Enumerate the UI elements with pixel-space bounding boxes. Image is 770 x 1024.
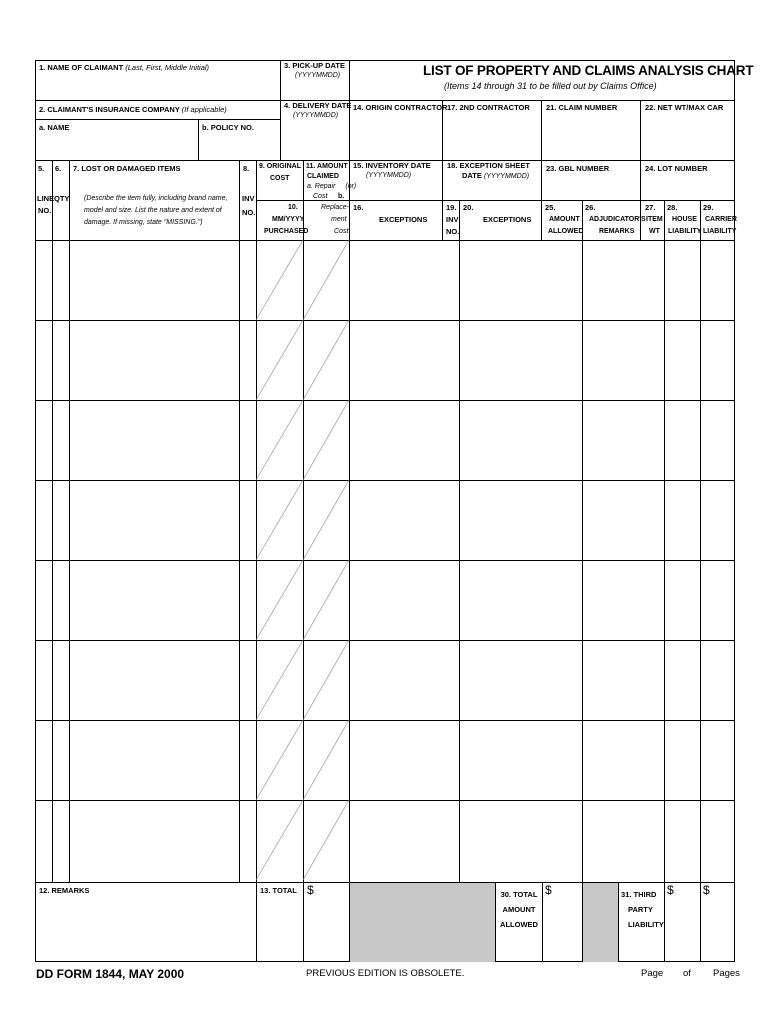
col-9-cost: COST xyxy=(270,175,290,182)
col-27-a: ITEM xyxy=(646,216,663,223)
col-11-cost-b: Cost xyxy=(334,228,349,235)
second-contractor-field[interactable] xyxy=(443,115,540,159)
col-9-label: 9. ORIGINAL xyxy=(259,163,302,170)
col-29-a: CARRIER xyxy=(705,216,737,223)
field-22-label: 22. NET WT/MAX CAR xyxy=(645,103,724,112)
shaded-block xyxy=(583,883,618,962)
lot-number-field[interactable] xyxy=(641,176,734,199)
house-liability-total-field[interactable] xyxy=(665,884,699,961)
divider xyxy=(35,119,280,120)
col-20-number: 20. xyxy=(463,203,474,212)
divider xyxy=(256,200,349,201)
gbl-number-field[interactable] xyxy=(542,176,639,199)
remarks-field[interactable] xyxy=(36,898,255,961)
col-27-b: WT xyxy=(649,228,660,235)
col-7-desc-2: model and size. List the nature and extent of xyxy=(84,207,222,214)
col-11-replace: Replace- xyxy=(321,204,350,211)
field-2b-label: b. POLICY NO. xyxy=(202,123,254,132)
total-label: 13. TOTAL xyxy=(260,886,297,895)
field-15-hint: (YYYYMMDD) xyxy=(366,172,412,179)
field-17-label: 17. 2ND CONTRACTOR xyxy=(447,103,530,112)
page-number-field[interactable] xyxy=(664,966,682,980)
field-18-date: DATE (YYYYMMDD) xyxy=(462,171,530,180)
total-allowed-field[interactable] xyxy=(543,884,581,961)
policy-number-field[interactable] xyxy=(199,134,279,159)
field-15-label: 15. INVENTORY DATE xyxy=(353,161,431,170)
total-field[interactable] xyxy=(304,884,348,961)
insurance-name-field[interactable] xyxy=(36,134,197,159)
divider xyxy=(495,882,496,962)
col-11-label: 11. AMOUNT xyxy=(306,163,348,170)
divider xyxy=(349,100,735,101)
col-19-number: 19. xyxy=(446,203,457,212)
field-18-label: 18. EXCEPTION SHEET xyxy=(447,161,530,170)
total-30-label: 30. TOTAL AMOUNT ALLOWED xyxy=(500,890,538,929)
total-allowed-dollar-sign: $ xyxy=(545,883,552,897)
exception-sheet-date-field[interactable] xyxy=(443,182,540,199)
remarks-label: 12. REMARKS xyxy=(39,886,90,895)
col-16-number: 16. xyxy=(353,203,364,212)
form-title: LIST OF PROPERTY AND CLAIMS ANALYSIS CHART xyxy=(423,63,754,78)
col-5-line: LINE xyxy=(37,194,55,203)
carrier-liability-total-field[interactable] xyxy=(701,884,734,961)
house-liability-dollar-sign: $ xyxy=(667,883,674,897)
pickup-date-field[interactable] xyxy=(281,82,348,99)
col-7-desc-3: damage. If missing, state "MISSING.") xyxy=(84,219,203,226)
pages-label: Pages xyxy=(713,968,740,979)
field-2-label: 2. CLAIMANT'S INSURANCE COMPANY (If applicable) xyxy=(39,105,227,114)
claim-number-field[interactable] xyxy=(542,115,639,159)
col-28-number: 28. xyxy=(667,203,678,212)
table-row[interactable] xyxy=(36,801,734,881)
net-wt-field[interactable] xyxy=(641,115,734,159)
col-19-inv: INV xyxy=(446,215,459,224)
field-23-label: 23. GBL NUMBER xyxy=(546,164,610,173)
shaded-block xyxy=(350,883,495,962)
origin-contractor-field[interactable] xyxy=(350,115,441,159)
col-6-number: 6. xyxy=(55,164,62,173)
field-1-label: 1. NAME OF CLAIMANT (Last, First, Middle Initial) xyxy=(39,63,210,72)
col-26-a: ADJUDICATOR'S xyxy=(589,216,646,223)
col-5-no: NO. xyxy=(38,206,52,215)
table-row[interactable] xyxy=(36,641,734,719)
col-5-number: 5. xyxy=(38,164,45,173)
col-11-b: b. xyxy=(338,193,345,200)
col-8-no: NO. xyxy=(242,208,256,217)
table-row[interactable] xyxy=(36,241,734,319)
third-party-label: 31. THIRD PARTY LIABILITY xyxy=(621,890,664,929)
col-25-a: AMOUNT xyxy=(549,216,580,223)
col-29-number: 29. xyxy=(703,203,714,212)
col-7-desc-1: (Describe the item fully, including brand name, xyxy=(84,195,228,202)
col-20-label: EXCEPTIONS xyxy=(483,215,532,224)
col-10-purchased: PURCHASED xyxy=(264,228,309,235)
table-row[interactable] xyxy=(36,401,734,479)
total-dollar-sign: $ xyxy=(307,883,314,897)
field-21-label: 21. CLAIM NUMBER xyxy=(546,103,618,112)
col-16-label: EXCEPTIONS xyxy=(379,215,428,224)
col-11-a: a. Repair (or) xyxy=(307,183,357,190)
col-19-no: NO. xyxy=(446,227,460,236)
form-subtitle: (Items 14 through 31 to be filled out by Claims Office) xyxy=(444,81,657,91)
carrier-liability-dollar-sign: $ xyxy=(703,883,710,897)
field-3-hint: (YYYYMMDD) xyxy=(295,72,341,79)
divider xyxy=(349,200,735,201)
col-7-label: 7. LOST OR DAMAGED ITEMS xyxy=(73,164,181,173)
table-row[interactable] xyxy=(36,561,734,639)
field-4-hint: (YYYYMMDD) xyxy=(293,112,339,119)
col-10-mm: MM/YYYY xyxy=(272,216,305,223)
col-25-b: ALLOWED xyxy=(548,228,584,235)
col-11-cost: Cost xyxy=(313,193,328,200)
field-3-label: 3. PICK-UP DATE xyxy=(284,61,345,70)
col-26-number: 26. xyxy=(585,203,596,212)
col-11-claimed: CLAIMED xyxy=(307,173,339,180)
col-8-inv: INV xyxy=(242,194,255,203)
inventory-date-field[interactable] xyxy=(350,182,441,199)
col-8-number: 8. xyxy=(243,164,250,173)
table-row[interactable] xyxy=(36,321,734,399)
obsolete-notice: PREVIOUS EDITION IS OBSOLETE. xyxy=(306,968,465,979)
divider xyxy=(618,882,619,962)
col-6-qty: QTY xyxy=(54,194,70,203)
col-10-number: 10. xyxy=(288,204,298,211)
col-26-b: REMARKS xyxy=(599,228,635,235)
table-row[interactable] xyxy=(36,721,734,799)
col-11-ment: ment xyxy=(331,216,347,223)
field-2a-label: a. NAME xyxy=(39,123,70,132)
field-14-label: 14. ORIGIN CONTRACTOR xyxy=(353,103,448,112)
claimant-name-field[interactable] xyxy=(36,75,279,99)
field-24-label: 24. LOT NUMBER xyxy=(645,164,708,173)
col-25-number: 25. xyxy=(545,203,556,212)
delivery-date-field[interactable] xyxy=(281,122,348,159)
col-27-number: 27. xyxy=(645,203,656,212)
of-label: of xyxy=(683,968,691,979)
page-count-field[interactable] xyxy=(694,966,712,980)
col-28-a: HOUSE xyxy=(672,216,697,223)
table-row[interactable] xyxy=(36,481,734,559)
field-4-label: 4. DELIVERY DATE xyxy=(284,101,352,110)
col-29-b: LIABILITY xyxy=(703,228,737,235)
form-number: DD FORM 1844, MAY 2000 xyxy=(36,967,185,981)
col-28-b: LIABILITY xyxy=(668,228,702,235)
page-label: Page xyxy=(641,968,664,979)
